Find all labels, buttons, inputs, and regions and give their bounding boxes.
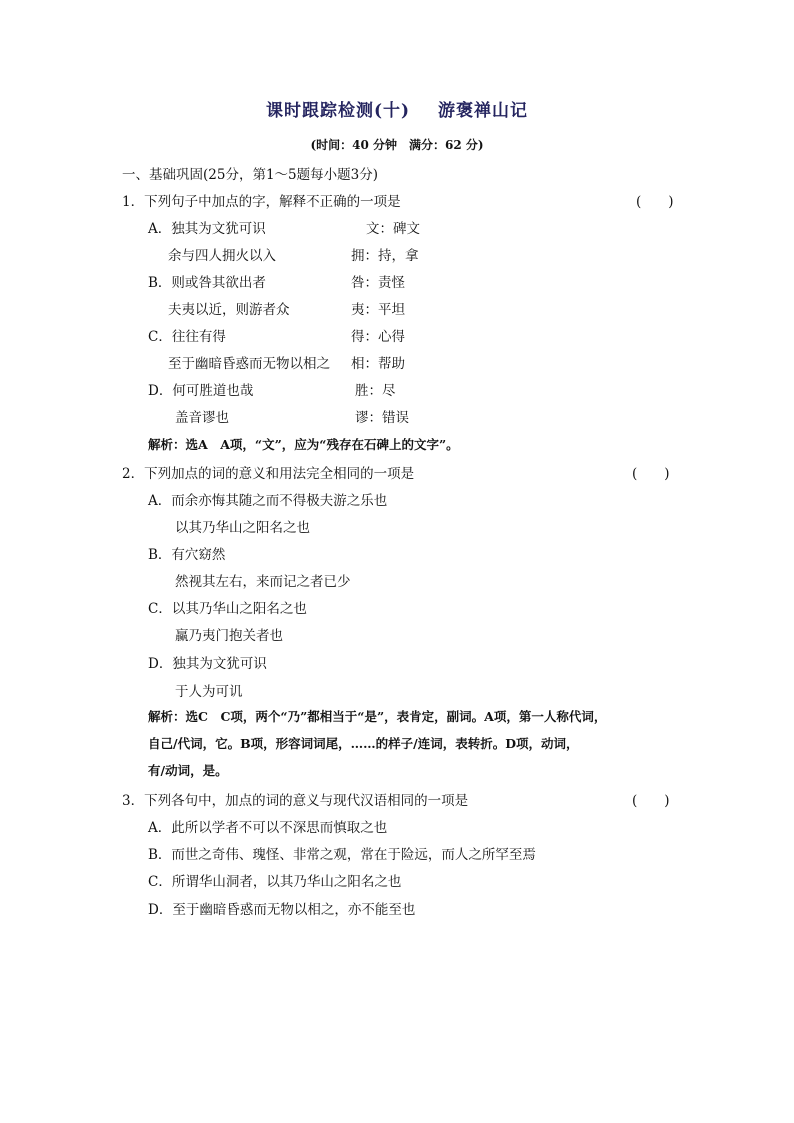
q3-option-a: A．此所以学者不可以不深思而慎取之也 — [148, 820, 388, 836]
q1-gloss-c1: 得：心得 — [351, 329, 405, 345]
q2-stem: 2．下列加点的词的意义和用法完全相同的一项是 — [122, 466, 415, 482]
q1-answer-paren: ( ) — [636, 194, 674, 210]
q2-line-a1: A．而余亦悔其随之而不得极夫游之乐也 — [148, 493, 388, 509]
q2-line-b2: 然视其左右，来而记之者已少 — [175, 574, 351, 590]
q1-row-d1: D．何可胜道也哉 — [148, 383, 254, 399]
q2-explanation-line-2: 自己/代词，它。B项，形容词词尾，……的样子/连词，表转折。D项，动词， — [148, 736, 579, 751]
q1-gloss-d1: 胜：尽 — [355, 383, 396, 399]
q2-explanation-line-1: 解析：选C C项，两个“乃”都相当于“是”，表肯定，副词。A项，第一人称代词， — [148, 709, 607, 724]
section-heading: 一、基础巩固(25分，第1～5题每小题3分) — [122, 167, 378, 183]
q2-line-c2: 赢乃夷门抱关者也 — [175, 628, 283, 644]
q2-line-c1: C．以其乃华山之阳名之也 — [148, 601, 307, 617]
q2-explanation-line-3: 有/动词，是。 — [148, 763, 228, 778]
q1-row-b2: 夫夷以近，则游者众 — [168, 302, 290, 318]
q1-explanation: 解析：选A A项，“文”，应为“残存在石碑上的文字”。 — [148, 437, 459, 452]
q1-row-a1: A．独其为文犹可识 — [148, 221, 266, 237]
q2-line-b1: B．有穴窈然 — [148, 547, 226, 563]
q1-stem: 1．下列句子中加点的字，解释不正确的一项是 — [122, 194, 401, 210]
q1-gloss-b2: 夷：平坦 — [351, 302, 405, 318]
q3-answer-paren: ( ) — [632, 793, 670, 809]
q2-line-d2: 于人为可讥 — [175, 684, 243, 700]
q2-line-d1: D．独其为文犹可识 — [148, 656, 267, 672]
page-title — [0, 96, 794, 121]
q1-row-d2: 盖音谬也 — [175, 410, 229, 426]
q1-gloss-a2: 拥：持，拿 — [351, 248, 419, 264]
title-text: 游褒禅山记 — [438, 101, 529, 121]
title-main: 课时跟踪检测(十) — [265, 101, 411, 121]
q2-line-a2: 以其乃华山之阳名之也 — [175, 520, 310, 536]
q1-gloss-c2: 相：帮助 — [351, 356, 405, 372]
q3-option-b: B．而世之奇伟、瑰怪、非常之观，常在于险远，而人之所罕至焉 — [148, 847, 536, 863]
q3-option-d: D．至于幽暗昏惑而无物以相之，亦不能至也 — [148, 902, 416, 918]
q1-gloss-a1: 文：碑文 — [366, 221, 420, 237]
q2-answer-paren: ( ) — [632, 466, 670, 482]
q3-option-c: C．所谓华山洞者，以其乃华山之阳名之也 — [148, 874, 402, 890]
q1-row-c1: C．往往有得 — [148, 329, 226, 345]
q1-row-b1: B．则或咎其欲出者 — [148, 275, 266, 291]
q1-row-a2: 余与四人拥火以入 — [168, 248, 276, 264]
time-score-subtitle: (时间：40 分钟 满分：62 分) — [310, 138, 484, 152]
q3-stem: 3．下列各句中，加点的词的意义与现代汉语相同的一项是 — [122, 793, 469, 809]
q1-gloss-d2: 谬：错误 — [355, 410, 409, 426]
q1-gloss-b1: 咎：责怪 — [351, 275, 405, 291]
q1-row-c2: 至于幽暗昏惑而无物以相之 — [168, 356, 330, 372]
